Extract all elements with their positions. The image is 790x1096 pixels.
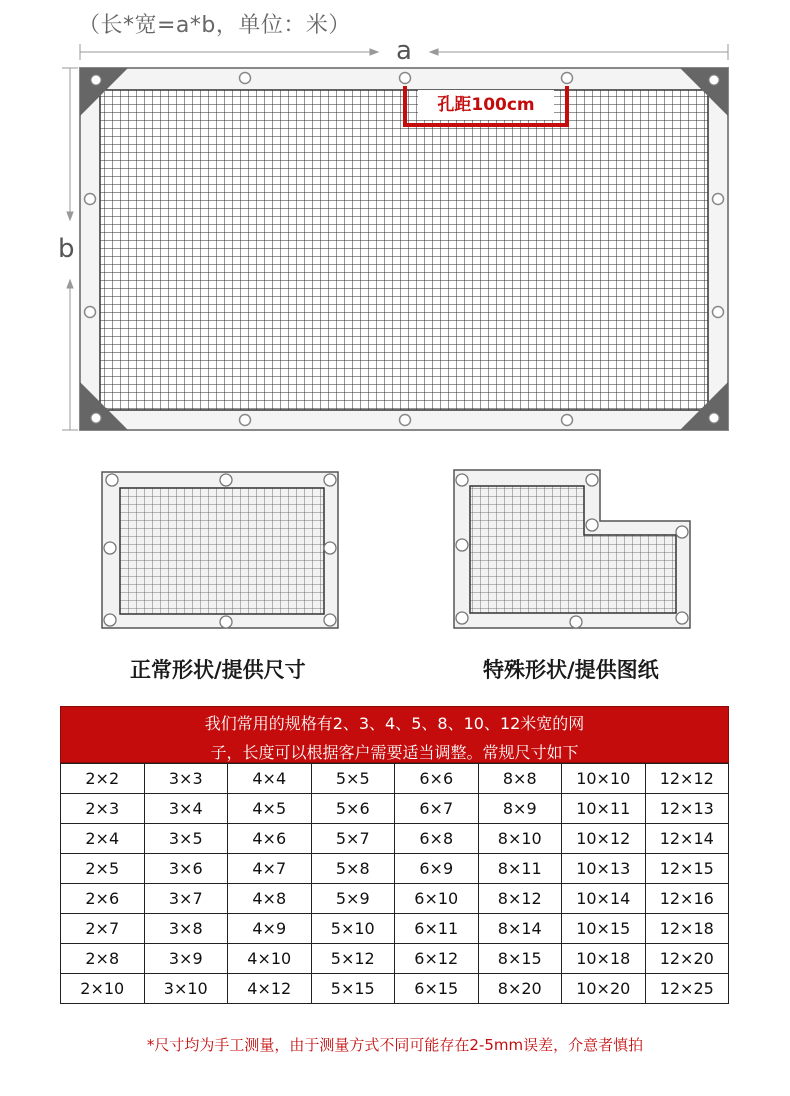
size-cell: 3×7: [144, 884, 228, 914]
size-cell: 6×9: [395, 854, 479, 884]
size-cell: 5×6: [311, 794, 395, 824]
table-row: [61, 914, 729, 944]
size-cell: 6×8: [395, 824, 479, 854]
size-table: [60, 706, 729, 1004]
size-cell: 3×8: [144, 914, 228, 944]
size-cell: 4×12: [228, 974, 312, 1004]
table-row: [61, 854, 729, 884]
size-cell: 4×8: [228, 884, 312, 914]
size-cell: 5×15: [311, 974, 395, 1004]
size-cell: 8×8: [478, 764, 562, 794]
size-grid: [60, 763, 729, 1004]
size-cell: 6×6: [395, 764, 479, 794]
size-cell: 10×13: [562, 854, 646, 884]
table-row: [61, 794, 729, 824]
table-row: [61, 944, 729, 974]
size-cell: 10×10: [562, 764, 646, 794]
header-line-2: 子，长度可以根据客户需要适当调整。常规尺寸如下: [210, 743, 579, 762]
table-row: [61, 824, 729, 854]
size-cell: 12×15: [645, 854, 729, 884]
size-cell: 10×20: [562, 974, 646, 1004]
size-cell: 8×9: [478, 794, 562, 824]
size-cell: 8×20: [478, 974, 562, 1004]
size-cell: 3×9: [144, 944, 228, 974]
size-cell: 3×4: [144, 794, 228, 824]
size-cell: 4×6: [228, 824, 312, 854]
size-cell: 6×12: [395, 944, 479, 974]
dimension-b-label: b: [58, 230, 75, 268]
size-table-header: [60, 706, 729, 763]
size-cell: 3×3: [144, 764, 228, 794]
size-cell: 5×7: [311, 824, 395, 854]
table-row: [61, 764, 729, 794]
size-cell: 2×3: [61, 794, 145, 824]
size-cell: 6×7: [395, 794, 479, 824]
size-cell: 2×7: [61, 914, 145, 944]
table-row: [61, 884, 729, 914]
size-cell: 2×10: [61, 974, 145, 1004]
size-cell: 2×4: [61, 824, 145, 854]
size-cell: 2×2: [61, 764, 145, 794]
table-row: [61, 974, 729, 1004]
hole-spacing-label: 孔距100cm: [418, 90, 554, 120]
size-cell: 8×10: [478, 824, 562, 854]
size-cell: 12×18: [645, 914, 729, 944]
size-cell: 10×12: [562, 824, 646, 854]
size-cell: 2×8: [61, 944, 145, 974]
size-cell: 12×12: [645, 764, 729, 794]
size-cell: 3×6: [144, 854, 228, 884]
size-cell: 4×5: [228, 794, 312, 824]
size-cell: 10×11: [562, 794, 646, 824]
size-cell: 5×5: [311, 764, 395, 794]
size-cell: 5×10: [311, 914, 395, 944]
size-cell: 3×10: [144, 974, 228, 1004]
size-cell: 12×25: [645, 974, 729, 1004]
size-cell: 8×14: [478, 914, 562, 944]
size-cell: 8×12: [478, 884, 562, 914]
net-mesh: [100, 90, 708, 410]
dimension-a-label: a: [392, 36, 416, 66]
size-cell: 8×15: [478, 944, 562, 974]
special-shape-label: 特殊形状/提供图纸: [483, 658, 659, 682]
normal-shape-diagram: [102, 472, 338, 628]
header-line-1: 我们常用的规格有2、3、4、5、8、10、12米宽的网: [204, 714, 585, 733]
size-cell: 12×14: [645, 824, 729, 854]
size-cell: 4×9: [228, 914, 312, 944]
size-cell: 10×14: [562, 884, 646, 914]
normal-shape-label: 正常形状/提供尺寸: [130, 658, 306, 682]
size-cell: 2×6: [61, 884, 145, 914]
size-cell: 3×5: [144, 824, 228, 854]
size-cell: 5×9: [311, 884, 395, 914]
measurement-footnote: *尺寸均为手工测量，由于测量方式不同可能存在2-5mm误差，介意者慎拍: [146, 1036, 644, 1054]
size-cell: 6×15: [395, 974, 479, 1004]
unit-caption: （长*宽=a*b，单位：米）: [78, 13, 351, 38]
size-cell: 4×10: [228, 944, 312, 974]
special-shape-diagram: [454, 470, 690, 628]
size-cell: 2×5: [61, 854, 145, 884]
size-cell: 12×20: [645, 944, 729, 974]
size-cell: 6×10: [395, 884, 479, 914]
size-cell: 12×13: [645, 794, 729, 824]
size-cell: 5×8: [311, 854, 395, 884]
size-cell: 8×11: [478, 854, 562, 884]
size-cell: 5×12: [311, 944, 395, 974]
size-cell: 12×16: [645, 884, 729, 914]
size-cell: 6×11: [395, 914, 479, 944]
size-cell: 4×4: [228, 764, 312, 794]
size-cell: 4×7: [228, 854, 312, 884]
size-cell: 10×18: [562, 944, 646, 974]
size-cell: 10×15: [562, 914, 646, 944]
